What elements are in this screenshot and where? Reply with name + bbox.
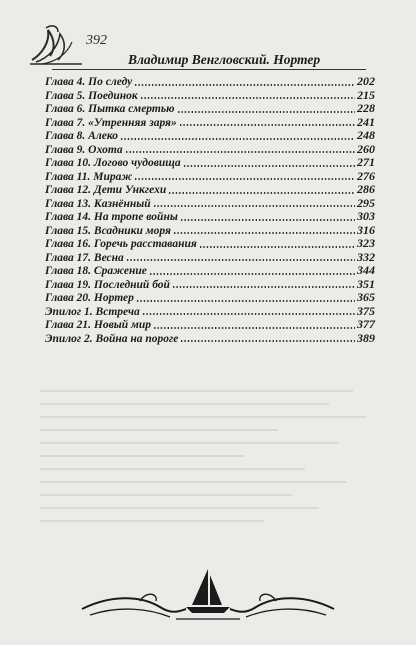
toc-entry bbox=[45, 129, 375, 143]
dot-leader bbox=[142, 313, 355, 315]
page-number: 392 bbox=[86, 33, 107, 48]
toc-entry bbox=[45, 89, 375, 103]
dot-leader bbox=[177, 111, 356, 113]
toc-entry-page: 332 bbox=[357, 249, 375, 264]
toc-entry-page: 316 bbox=[357, 222, 375, 237]
toc-entry-title: Эпилог 1. Встреча bbox=[45, 305, 140, 318]
toc-entry-title: Глава 5. Поединок bbox=[45, 89, 138, 102]
toc-entry-title: Глава 18. Сражение bbox=[45, 265, 147, 277]
toc-entry bbox=[45, 264, 375, 278]
header-rule bbox=[52, 69, 366, 70]
toc-entry bbox=[45, 75, 375, 89]
dot-leader bbox=[173, 232, 355, 234]
toc-entry-page: 260 bbox=[357, 141, 375, 156]
toc-entry-page: 375 bbox=[357, 303, 375, 318]
toc-entry-page: 365 bbox=[357, 290, 375, 304]
dot-leader bbox=[153, 205, 355, 207]
dot-leader bbox=[183, 165, 355, 167]
toc-entry-title: Глава 7. «Утренняя заря» bbox=[45, 116, 177, 129]
wave-ornament-icon bbox=[28, 20, 84, 66]
dot-leader bbox=[140, 97, 355, 99]
toc-entry bbox=[45, 291, 375, 305]
toc-entry-page: 377 bbox=[357, 317, 375, 331]
toc-entry bbox=[45, 210, 375, 224]
toc-entry-title: Глава 9. Охота bbox=[45, 143, 123, 156]
toc-entry-title: Глава 21. Новый мир bbox=[45, 319, 152, 331]
dot-leader bbox=[180, 219, 355, 221]
toc-entry bbox=[45, 251, 375, 265]
toc-entry-page: 228 bbox=[357, 101, 375, 115]
toc-entry bbox=[45, 170, 375, 184]
toc-entry-title: Глава 15. Всадники моря bbox=[45, 224, 171, 237]
dot-leader bbox=[168, 192, 355, 194]
toc-entry bbox=[45, 197, 375, 211]
table-of-contents bbox=[45, 75, 375, 345]
dot-leader bbox=[172, 286, 355, 288]
bleed-through bbox=[40, 390, 380, 560]
toc-entry-title: Эпилог 2. Война на пороге bbox=[45, 332, 179, 345]
toc-entry-page: 276 bbox=[357, 168, 375, 183]
toc-entry bbox=[45, 116, 375, 130]
toc-entry-page: 215 bbox=[357, 87, 375, 102]
toc-entry-title: Глава 6. Пытка смертью bbox=[45, 103, 175, 115]
dot-leader bbox=[149, 273, 355, 275]
dot-leader bbox=[120, 138, 355, 140]
toc-entry bbox=[45, 156, 375, 170]
toc-entry-title: Глава 14. На тропе войны bbox=[45, 211, 178, 223]
toc-entry bbox=[45, 332, 375, 346]
toc-entry bbox=[45, 102, 375, 116]
toc-entry-title: Глава 19. Последний бой bbox=[45, 278, 170, 291]
toc-entry bbox=[45, 318, 375, 332]
dot-leader bbox=[134, 84, 355, 86]
toc-entry bbox=[45, 305, 375, 319]
toc-entry bbox=[45, 278, 375, 292]
toc-entry-page: 351 bbox=[357, 276, 375, 291]
toc-entry-page: 248 bbox=[357, 128, 375, 142]
toc-entry-page: 271 bbox=[357, 155, 375, 169]
toc-entry bbox=[45, 143, 375, 157]
dot-leader bbox=[180, 340, 355, 342]
toc-entry bbox=[45, 237, 375, 251]
toc-entry bbox=[45, 183, 375, 197]
toc-entry-page: 344 bbox=[357, 263, 375, 277]
running-head: Владимир Венгловский. Нортер bbox=[128, 52, 321, 67]
toc-entry-page: 286 bbox=[357, 182, 375, 196]
toc-entry-title: Глава 12. Дети Ункгехи bbox=[45, 184, 167, 196]
dot-leader bbox=[199, 246, 355, 248]
dot-leader bbox=[125, 151, 355, 153]
toc-entry-title: Глава 17. Весна bbox=[45, 251, 124, 264]
toc-entry-page: 202 bbox=[357, 74, 375, 88]
toc-entry-title: Глава 8. Алеко bbox=[45, 130, 118, 142]
toc-entry-title: Глава 4. По следу bbox=[45, 76, 133, 88]
dot-leader bbox=[126, 259, 355, 261]
toc-entry-page: 303 bbox=[357, 209, 375, 223]
toc-entry-title: Глава 11. Мираж bbox=[45, 170, 133, 183]
toc-entry-title: Глава 10. Логово чудовища bbox=[45, 157, 181, 169]
dot-leader bbox=[134, 178, 355, 180]
toc-entry-title: Глава 13. Казнённый bbox=[45, 197, 151, 210]
toc-entry-page: 241 bbox=[357, 114, 375, 129]
toc-entry bbox=[45, 224, 375, 238]
toc-entry-page: 295 bbox=[357, 195, 375, 210]
dot-leader bbox=[136, 300, 355, 302]
toc-entry-page: 323 bbox=[357, 236, 375, 250]
toc-entry-title: Глава 20. Нортер bbox=[45, 292, 134, 304]
sailboat-ornament-icon bbox=[80, 565, 336, 625]
toc-entry-title: Глава 16. Горечь расставания bbox=[45, 238, 197, 250]
toc-entry-page: 389 bbox=[357, 330, 375, 345]
dot-leader bbox=[179, 124, 355, 126]
dot-leader bbox=[153, 327, 355, 329]
